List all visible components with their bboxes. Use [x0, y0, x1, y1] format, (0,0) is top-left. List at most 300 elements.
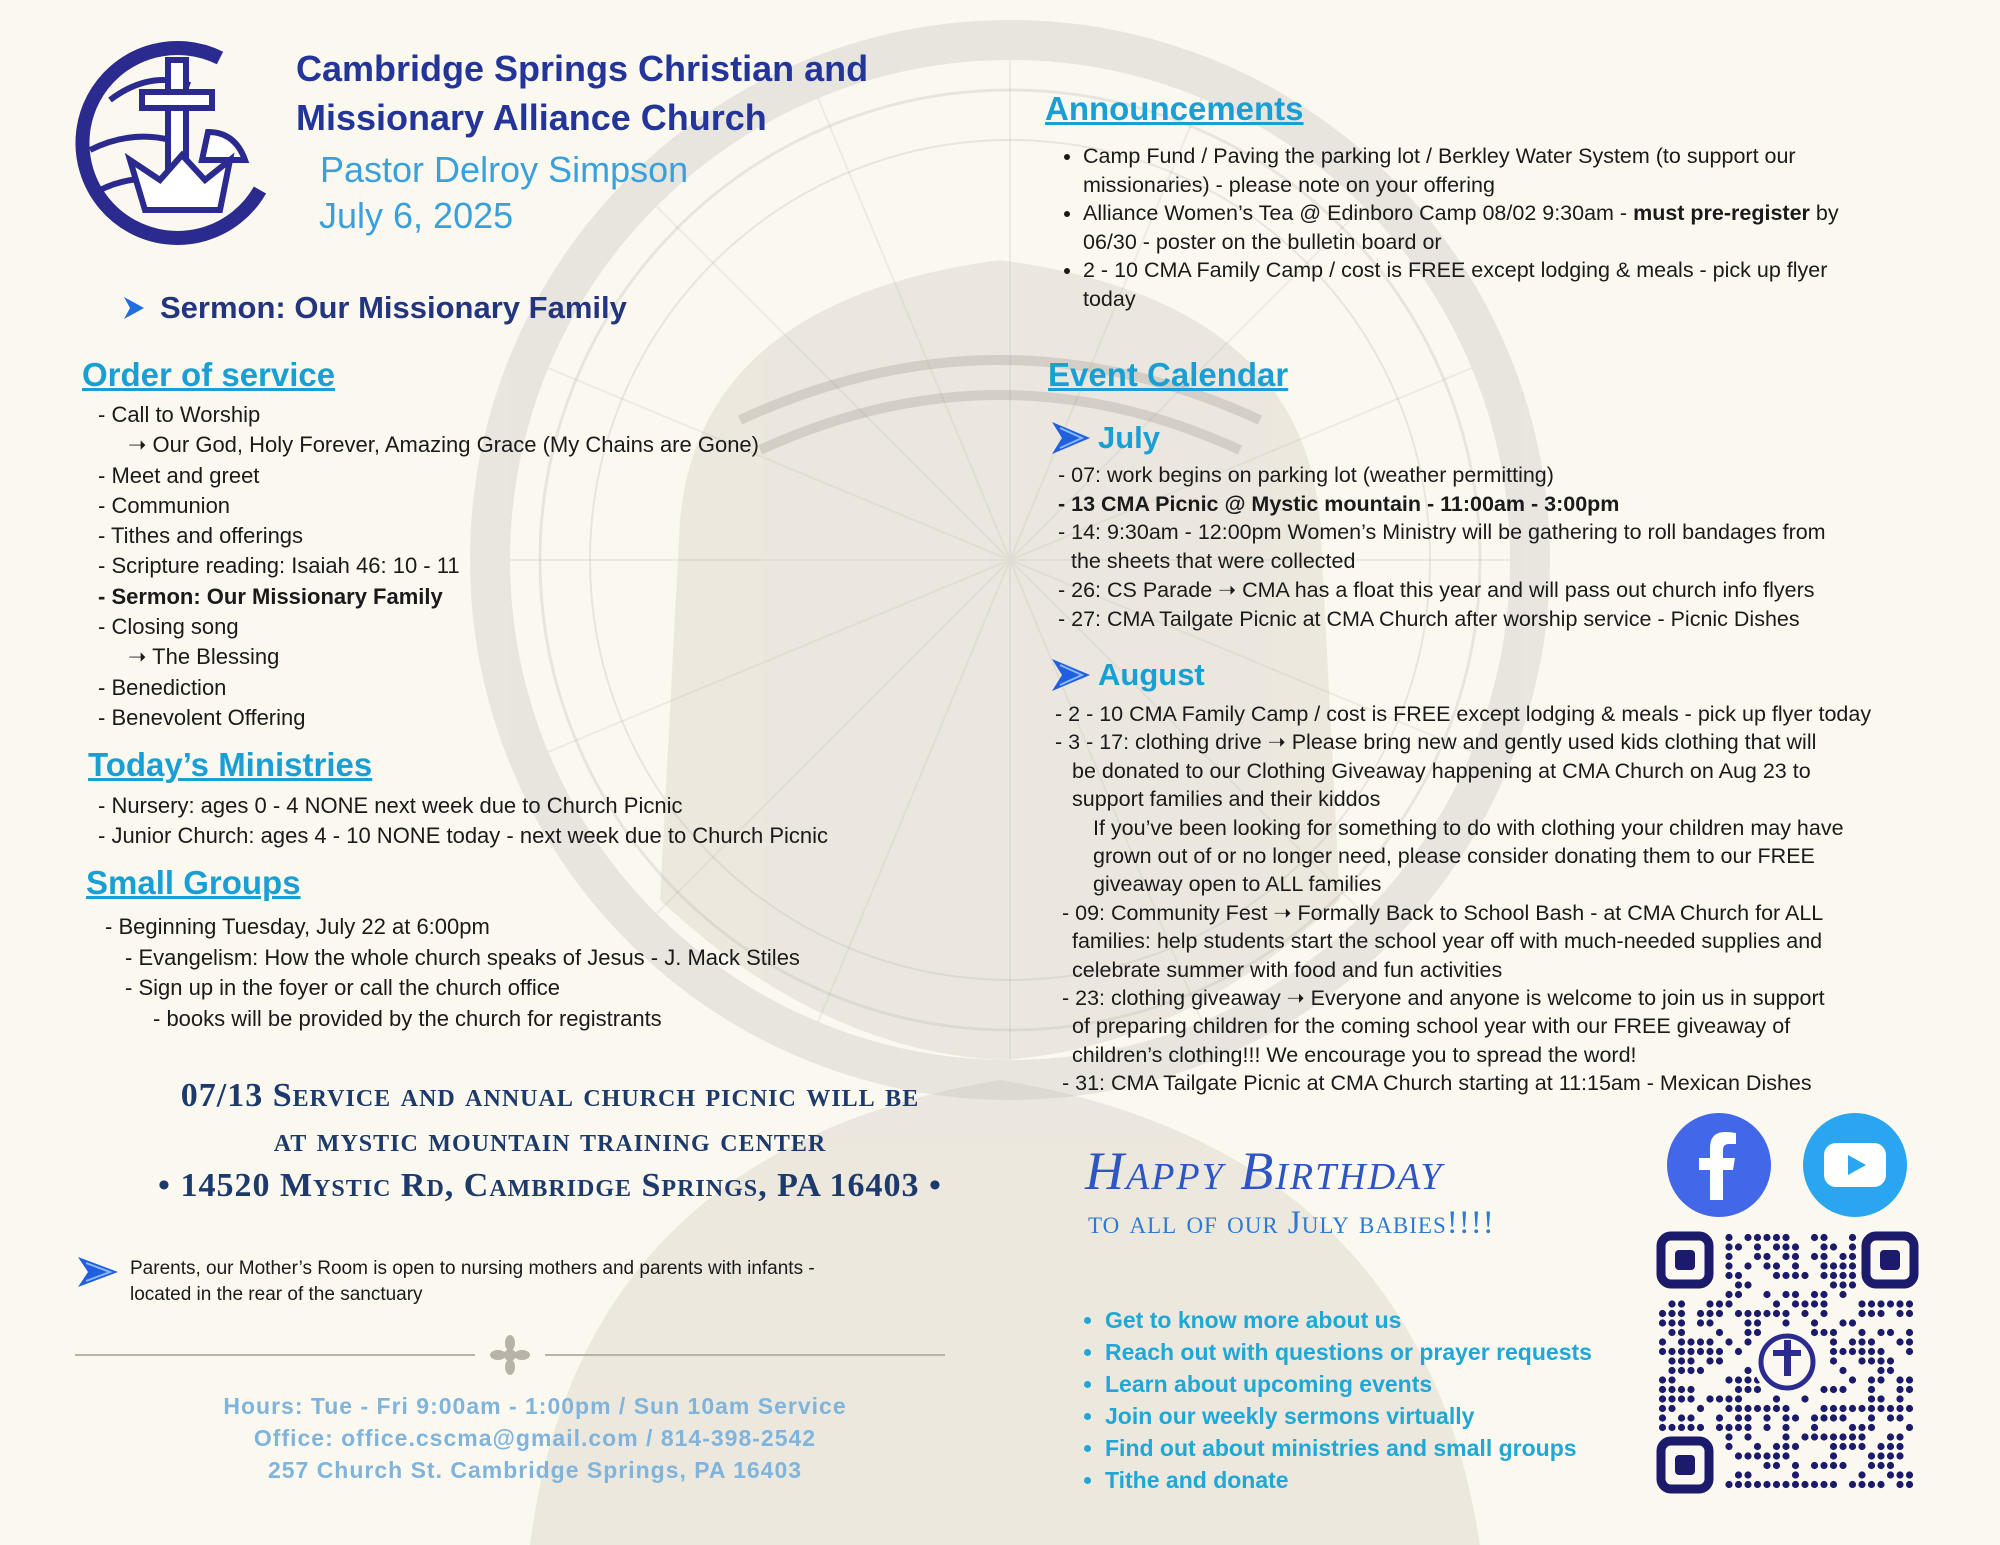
qr-module — [1773, 1443, 1780, 1450]
qr-module — [1801, 1395, 1808, 1402]
qr-module — [1906, 1338, 1913, 1345]
qr-module — [1820, 1243, 1827, 1250]
qr-module — [1735, 1424, 1742, 1431]
qr-module — [1820, 1386, 1827, 1393]
list-item: - Scripture reading: Isaiah 46: 10 - 11 — [98, 553, 460, 579]
event-line: grown out of or no longer need, please consider donating them to our FREE — [1093, 844, 1815, 869]
qr-module — [1839, 1348, 1846, 1355]
qr-module — [1877, 1367, 1884, 1374]
qr-module — [1820, 1481, 1827, 1488]
event-line: support families and their kiddos — [1072, 787, 1381, 812]
qr-module — [1725, 1395, 1732, 1402]
event-line: - 14: 9:30am - 12:00pm Women’s Ministry will be gathering to roll bandages from — [1058, 520, 1826, 545]
picnic-line3: • 14520 Mystic Rd, Cambridge Springs, PA 16403 • — [158, 1167, 942, 1204]
list-item: - Nursery: ages 0 - 4 NONE next week due to Church Picnic — [98, 793, 683, 818]
qr-module — [1868, 1386, 1875, 1393]
list-item: - Sign up in the foyer or call the church office — [125, 975, 560, 1000]
qr-module — [1896, 1386, 1903, 1393]
qr-module — [1896, 1443, 1903, 1450]
qr-module — [1839, 1281, 1846, 1288]
qr-module — [1782, 1310, 1789, 1317]
qr-module — [1678, 1395, 1685, 1402]
qr-module — [1744, 1319, 1751, 1326]
qr-module — [1678, 1300, 1685, 1307]
qr-module — [1877, 1348, 1884, 1355]
order-of-service-heading: Order of service — [82, 356, 336, 393]
qr-module — [1868, 1462, 1875, 1469]
qr-module — [1668, 1329, 1675, 1336]
qr-module — [1811, 1300, 1818, 1307]
qr-module — [1782, 1405, 1789, 1412]
qr-module — [1725, 1376, 1732, 1383]
qr-module — [1754, 1310, 1761, 1317]
qr-module — [1849, 1272, 1856, 1279]
list-item: ➝ Our God, Holy Forever, Amazing Grace (My Chains are Gone) — [128, 432, 759, 458]
qr-module — [1744, 1414, 1751, 1421]
qr-module — [1659, 1386, 1666, 1393]
qr-module — [1877, 1329, 1884, 1336]
qr-module — [1849, 1405, 1856, 1412]
qr-module — [1678, 1386, 1685, 1393]
qr-module — [1811, 1234, 1818, 1241]
qr-module — [1716, 1414, 1723, 1421]
event-line: of preparing children for the coming school year with our FREE giveaway of — [1072, 1014, 1791, 1039]
church-name-line1: Cambridge Springs Christian and — [296, 48, 869, 89]
qr-module — [1659, 1348, 1666, 1355]
qr-module — [1858, 1405, 1865, 1412]
qr-module — [1706, 1310, 1713, 1317]
qr-module — [1782, 1414, 1789, 1421]
qr-module — [1668, 1348, 1675, 1355]
qr-module — [1877, 1357, 1884, 1364]
list-item: - Sermon: Our Missionary Family — [98, 583, 443, 609]
picnic-line2: at mystic mountain training center — [273, 1122, 827, 1159]
event-line: - 27: CMA Tailgate Picnic at CMA Church after worship service - Picnic Dishes — [1058, 606, 1800, 631]
qr-module — [1773, 1243, 1780, 1250]
qr-module — [1877, 1300, 1884, 1307]
event-line: children’s clothing!!! We encourage you to spread the word! — [1072, 1042, 1637, 1067]
qr-module — [1887, 1367, 1894, 1374]
qr-module — [1839, 1253, 1846, 1260]
qr-module — [1858, 1300, 1865, 1307]
qr-module — [1906, 1310, 1913, 1317]
qr-module — [1735, 1310, 1742, 1317]
qr-module — [1687, 1386, 1694, 1393]
registered-mark: ® — [238, 203, 249, 219]
qr-module — [1725, 1291, 1732, 1298]
church-name — [296, 44, 868, 142]
qr-module — [1906, 1471, 1913, 1478]
qr-module — [1820, 1414, 1827, 1421]
qr-module — [1706, 1348, 1713, 1355]
qr-module — [1849, 1234, 1856, 1241]
qr-module — [1706, 1357, 1713, 1364]
qr-module — [1811, 1462, 1818, 1469]
link-tithe[interactable]: • Tithe and donate — [1105, 1464, 1592, 1496]
qr-module — [1830, 1443, 1837, 1450]
qr-module — [1773, 1462, 1780, 1469]
qr-module — [1906, 1348, 1913, 1355]
qr-module — [1773, 1452, 1780, 1459]
qr-module — [1839, 1462, 1846, 1469]
qr-module — [1744, 1310, 1751, 1317]
list-item: - Benediction — [98, 674, 227, 700]
birthday-subtitle: to all of our July babies!!!! — [1088, 1205, 1495, 1241]
qr-module — [1811, 1253, 1818, 1260]
qr-module — [1839, 1319, 1846, 1326]
footer-contact — [95, 1390, 975, 1486]
qr-module — [1830, 1481, 1837, 1488]
qr-module — [1830, 1405, 1837, 1412]
qr-module — [1678, 1367, 1685, 1374]
qr-module — [1659, 1376, 1666, 1383]
qr-module — [1725, 1234, 1732, 1241]
qr-module — [1697, 1319, 1704, 1326]
qr-module — [1849, 1424, 1856, 1431]
qr-module — [1754, 1253, 1761, 1260]
qr-module — [1782, 1234, 1789, 1241]
qr-module — [1744, 1329, 1751, 1336]
qr-module — [1668, 1424, 1675, 1431]
qr-module — [1659, 1414, 1666, 1421]
event-line: - 3 - 17: clothing drive ➝ Please bring new and gently used kids clothing that will — [1055, 730, 1817, 755]
qr-module — [1763, 1234, 1770, 1241]
church-name-line2: Missionary Alliance Church — [296, 97, 767, 138]
event-line: - 13 CMA Picnic @ Mystic mountain - 11:00am - 3:00pm — [1058, 491, 1620, 516]
qr-module — [1782, 1253, 1789, 1260]
qr-module — [1735, 1481, 1742, 1488]
qr-module — [1725, 1443, 1732, 1450]
link-about-us[interactable]: • Get to know more about us — [1105, 1304, 1592, 1336]
qr-module — [1858, 1481, 1865, 1488]
qr-module — [1668, 1376, 1675, 1383]
qr-module — [1725, 1262, 1732, 1269]
qr-module — [1839, 1291, 1846, 1298]
bulletin-date: July 6, 2025 — [319, 195, 514, 236]
list-item: - Meet and greet — [98, 462, 260, 488]
qr-module — [1763, 1462, 1770, 1469]
qr-module — [1668, 1395, 1675, 1402]
office-contact: Office: office.cscma@gmail.com / 814-398-2542 — [253, 1425, 817, 1451]
qr-module — [1735, 1414, 1742, 1421]
qr-module — [1744, 1367, 1751, 1374]
qr-module — [1792, 1443, 1799, 1450]
qr-module — [1801, 1272, 1808, 1279]
qr-module — [1763, 1452, 1770, 1459]
arrow-right-icon — [122, 295, 146, 321]
link-sermons[interactable]: • Join our weekly sermons virtually — [1105, 1400, 1592, 1432]
qr-module — [1858, 1357, 1865, 1364]
qr-module — [1735, 1348, 1742, 1355]
qr-module — [1877, 1405, 1884, 1412]
qr-module — [1868, 1310, 1875, 1317]
qr-module — [1868, 1414, 1875, 1421]
qr-module — [1773, 1300, 1780, 1307]
qr-module — [1839, 1367, 1846, 1374]
qr-module — [1849, 1348, 1856, 1355]
qr-module — [1716, 1329, 1723, 1336]
qr-module — [1754, 1452, 1761, 1459]
qr-module — [1877, 1481, 1884, 1488]
qr-module — [1887, 1471, 1894, 1478]
list-item: - books will be provided by the church for registrants — [153, 1005, 662, 1031]
qr-module — [1782, 1319, 1789, 1326]
qr-module — [1697, 1310, 1704, 1317]
qr-module — [1830, 1433, 1837, 1440]
qr-module — [1839, 1405, 1846, 1412]
qr-module — [1687, 1414, 1694, 1421]
qr-module — [1773, 1262, 1780, 1269]
qr-module — [1849, 1243, 1856, 1250]
qr-module — [1811, 1414, 1818, 1421]
qr-module — [1716, 1395, 1723, 1402]
mothers-room-line1: Parents, our Mother’s Room is open to nursing mothers and parents with infants - — [130, 1258, 815, 1279]
qr-module — [1687, 1348, 1694, 1355]
qr-module — [1744, 1433, 1751, 1440]
event-line: - 2 - 10 CMA Family Camp / cost is FREE except lodging & meals - pick up flyer today — [1055, 702, 1872, 726]
qr-module — [1782, 1452, 1789, 1459]
qr-module — [1782, 1481, 1789, 1488]
sermon-title-row — [122, 290, 627, 326]
qr-module — [1744, 1262, 1751, 1269]
qr-module — [1792, 1291, 1799, 1298]
pastor-and-date — [320, 147, 688, 239]
qr-module — [1830, 1329, 1837, 1336]
event-line: the sheets that were collected — [1071, 549, 1356, 574]
list-item: - Junior Church: ages 4 - 10 NONE today - next week due to Church Picnic — [98, 823, 829, 848]
announcement-item: • Alliance Women’s Tea @ Edinboro Camp 08/02 9:30am - must pre-register by 06/30 - poster on the bulletin board or — [1083, 199, 1983, 256]
qr-module — [1896, 1310, 1903, 1317]
qr-module — [1782, 1424, 1789, 1431]
qr-module — [1839, 1262, 1846, 1269]
qr-module — [1716, 1357, 1723, 1364]
qr-module — [1687, 1395, 1694, 1402]
qr-module — [1706, 1338, 1713, 1345]
qr-module — [1659, 1310, 1666, 1317]
qr-module — [1830, 1243, 1837, 1250]
qr-module — [1754, 1243, 1761, 1250]
qr-module — [1687, 1357, 1694, 1364]
qr-module — [1687, 1424, 1694, 1431]
qr-module — [1725, 1300, 1732, 1307]
qr-module — [1782, 1272, 1789, 1279]
facebook-logo-glyph — [1689, 1130, 1749, 1200]
qr-module — [1830, 1281, 1837, 1288]
qr-module — [1868, 1348, 1875, 1355]
qr-module — [1659, 1338, 1666, 1345]
qr-module — [1839, 1414, 1846, 1421]
qr-module — [1716, 1310, 1723, 1317]
qr-module — [1896, 1481, 1903, 1488]
qr-module — [1792, 1253, 1799, 1260]
qr-module — [1887, 1452, 1894, 1459]
qr-module — [1716, 1424, 1723, 1431]
event-line: - 23: clothing giveaway ➝ Everyone and anyone is welcome to join us in support — [1062, 986, 1825, 1011]
qr-module — [1773, 1395, 1780, 1402]
qr-module — [1668, 1386, 1675, 1393]
youtube-icon[interactable] — [1803, 1113, 1907, 1217]
link-upcoming-events[interactable]: • Learn about upcoming events — [1105, 1368, 1592, 1400]
qr-module — [1801, 1433, 1808, 1440]
qr-module — [1744, 1424, 1751, 1431]
qr-module — [1773, 1481, 1780, 1488]
qr-module — [1744, 1376, 1751, 1383]
qr-module — [1868, 1395, 1875, 1402]
qr-module — [1839, 1443, 1846, 1450]
qr-module — [1858, 1424, 1865, 1431]
pastor-name: Pastor Delroy Simpson — [320, 149, 689, 190]
qr-module — [1887, 1300, 1894, 1307]
qr-module — [1896, 1405, 1903, 1412]
qr-module — [1849, 1443, 1856, 1450]
qr-module — [1744, 1481, 1751, 1488]
website-links — [1075, 1304, 1592, 1496]
event-line: - 09: Community Fest ➝ Formally Back to School Bash - at CMA Church for ALL — [1062, 900, 1824, 925]
order-of-service-list — [98, 400, 759, 733]
qr-module — [1877, 1452, 1884, 1459]
qr-module — [1763, 1405, 1770, 1412]
qr-module — [1725, 1272, 1732, 1279]
qr-module — [1763, 1424, 1770, 1431]
small-groups-heading: Small Groups — [86, 864, 301, 901]
list-item: - Call to Worship — [98, 402, 261, 427]
qr-module — [1868, 1405, 1875, 1412]
qr-module — [1763, 1310, 1770, 1317]
qr-module — [1801, 1310, 1808, 1317]
qr-module — [1849, 1262, 1856, 1269]
qr-module — [1678, 1414, 1685, 1421]
picnic-line1: 07/13 Service and annual church picnic will be — [180, 1077, 920, 1114]
qr-module — [1678, 1329, 1685, 1336]
qr-module — [1830, 1338, 1837, 1345]
qr-module — [1678, 1338, 1685, 1345]
august-events — [1055, 700, 1871, 1098]
facebook-icon[interactable] — [1667, 1113, 1771, 1217]
qr-module — [1830, 1272, 1837, 1279]
qr-module — [1773, 1272, 1780, 1279]
qr-module — [1906, 1300, 1913, 1307]
qr-module — [1782, 1291, 1789, 1298]
qr-module — [1811, 1433, 1818, 1440]
event-line: - 31: CMA Tailgate Picnic at CMA Church starting at 11:15am - Mexican Dishes — [1062, 1071, 1812, 1096]
qr-module — [1887, 1443, 1894, 1450]
qr-module — [1716, 1348, 1723, 1355]
announcement-item: • 2 - 10 CMA Family Camp / cost is FREE except lodging & meals - pick up flyer today — [1083, 256, 1983, 313]
qr-module — [1868, 1300, 1875, 1307]
event-line: If you’ve been looking for something to do with clothing your children may have — [1093, 815, 1844, 840]
list-item: - Evangelism: How the whole church speaks of Jesus - J. Mack Stiles — [125, 944, 800, 970]
qr-module — [1725, 1405, 1732, 1412]
picnic-notice — [90, 1073, 1010, 1208]
qr-module — [1811, 1481, 1818, 1488]
qr-module — [1659, 1424, 1666, 1431]
qr-module — [1725, 1338, 1732, 1345]
event-calendar-heading: Event Calendar — [1048, 356, 1289, 393]
event-line: - 07: work begins on parking lot (weather permitting) — [1058, 463, 1554, 487]
qr-module — [1887, 1357, 1894, 1364]
qr-module — [1868, 1452, 1875, 1459]
qr-module — [1678, 1310, 1685, 1317]
qr-module — [1697, 1405, 1704, 1412]
qr-module — [1887, 1329, 1894, 1336]
qr-module — [1906, 1329, 1913, 1336]
qr-module — [1858, 1329, 1865, 1336]
qr-module — [1849, 1481, 1856, 1488]
qr-module — [1773, 1234, 1780, 1241]
qr-module — [1839, 1386, 1846, 1393]
qr-module — [1830, 1452, 1837, 1459]
qr-module — [1896, 1414, 1903, 1421]
qr-module — [1830, 1414, 1837, 1421]
qr-module — [1858, 1471, 1865, 1478]
mothers-room-note — [130, 1256, 815, 1308]
qr-module — [1725, 1433, 1732, 1440]
event-line: families: help students start the school year off with much-needed supplies and — [1072, 929, 1823, 954]
qr-module — [1906, 1481, 1913, 1488]
list-item: - Benevolent Offering — [98, 704, 306, 730]
qr-module — [1687, 1338, 1694, 1345]
qr-module — [1896, 1376, 1903, 1383]
qr-module — [1849, 1253, 1856, 1260]
qr-module — [1668, 1310, 1675, 1317]
qr-module — [1830, 1462, 1837, 1469]
qr-module — [1792, 1300, 1799, 1307]
qr-module — [1763, 1262, 1770, 1269]
announcements-list — [1045, 142, 1983, 313]
qr-module — [1896, 1338, 1903, 1345]
link-prayer-requests[interactable]: • Reach out with questions or prayer requests — [1105, 1336, 1592, 1368]
qr-module — [1849, 1319, 1856, 1326]
qr-module — [1858, 1348, 1865, 1355]
qr-module — [1773, 1310, 1780, 1317]
qr-module — [1849, 1433, 1856, 1440]
qr-module — [1754, 1329, 1761, 1336]
qr-module — [1820, 1262, 1827, 1269]
qr-module — [1735, 1376, 1742, 1383]
qr-module — [1820, 1405, 1827, 1412]
arrow-right-icon — [76, 1255, 120, 1289]
qr-module — [1811, 1291, 1818, 1298]
youtube-logo-glyph — [1824, 1143, 1886, 1187]
qr-module — [1887, 1405, 1894, 1412]
qr-module — [1830, 1262, 1837, 1269]
qr-module — [1678, 1319, 1685, 1326]
qr-module — [1735, 1452, 1742, 1459]
qr-module — [1858, 1310, 1865, 1317]
link-ministries[interactable]: • Find out about ministries and small groups — [1105, 1432, 1592, 1464]
qr-module — [1820, 1462, 1827, 1469]
qr-module — [1763, 1414, 1770, 1421]
announcements-heading: Announcements — [1045, 90, 1304, 127]
qr-module — [1668, 1319, 1675, 1326]
qr-module — [1687, 1367, 1694, 1374]
qr-module — [1877, 1376, 1884, 1383]
small-groups-list — [105, 912, 800, 1034]
qr-module — [1868, 1338, 1875, 1345]
qr-module — [1744, 1234, 1751, 1241]
qr-module — [1725, 1243, 1732, 1250]
qr-module — [1725, 1481, 1732, 1488]
announcement-item: • Camp Fund / Paving the parking lot / Berkley Water System (to support our missionaries) - please note on your offering — [1083, 142, 1983, 199]
qr-module — [1763, 1253, 1770, 1260]
qr-module — [1887, 1433, 1894, 1440]
qr-module — [1735, 1272, 1742, 1279]
month-label-august: August — [1098, 657, 1205, 692]
qr-module — [1668, 1367, 1675, 1374]
event-line: be donated to our Clothing Giveaway happening at CMA Church on Aug 23 to — [1072, 758, 1811, 783]
qr-code[interactable] — [1655, 1230, 1920, 1495]
qr-module — [1896, 1300, 1903, 1307]
